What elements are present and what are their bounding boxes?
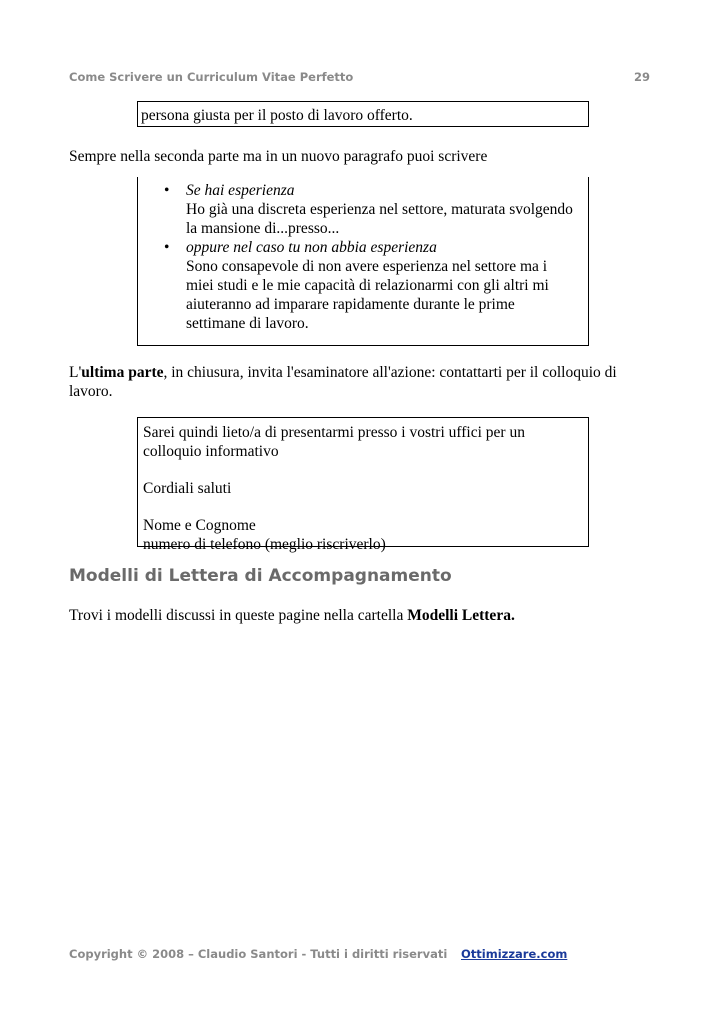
list-item-line: miei studi e le mie capacità di relazionarmi con gli altri mi [186,277,549,294]
paragraph-rest: , in chiusura, invita l'esaminatore all'azione: contattarti per il colloquio di lavoro. [69,364,617,400]
footer-copyright: Copyright © 2008 – Claudio Santori - Tutti i diritti riservati [69,947,448,961]
list-item-line: la mansione di...presso... [186,220,340,237]
bullet-icon: • [164,239,170,256]
example-box-closing [137,417,589,553]
paragraph-prefix: L' [69,364,82,381]
paragraph-closing [69,363,649,401]
section-heading: Modelli di Lettera di Accompagnamento [69,566,452,586]
box-line: colloquio informativo [143,443,279,460]
paragraph-models [69,606,515,625]
bullet-icon: • [164,182,170,199]
box-line: Sarei quindi lieto/a di presentarmi presso i vostri uffici per un [143,424,525,441]
footer-link[interactable]: Ottimizzare.com [461,947,568,961]
list-item-line: aiuteranno ad imparare rapidamente durante le prime [186,296,515,313]
example-box-experience [137,177,589,346]
example-box-continued [137,101,589,127]
box-text: persona giusta per il posto di lavoro offerto. [141,107,413,124]
list-item-line: Ho già una discreta esperienza nel settore, maturata svolgendo [186,201,573,218]
list-item-heading: Se hai esperienza [186,182,295,199]
paragraph-text: Trovi i modelli discussi in queste pagine nella cartella [69,607,408,624]
page-number: 29 [633,70,650,84]
box-line: Cordiali saluti [143,480,232,497]
box-line: numero di telefono (meglio riscriverlo) [143,536,386,553]
list-item-line: Sono consapevole di non avere esperienza nel settore ma i [186,258,548,275]
box-line: Nome e Cognome [143,517,256,534]
folder-name: Modelli Lettera. [407,607,515,624]
header-title: Come Scrivere un Curriculum Vitae Perfetto [69,70,354,84]
paragraph-intro: Sempre nella seconda parte ma in un nuovo paragrafo puoi scrivere [69,148,488,165]
list-item-heading: oppure nel caso tu non abbia esperienza [186,239,437,256]
paragraph-bold: ultima parte [81,364,164,381]
list-item-line: settimane di lavoro. [186,315,309,332]
